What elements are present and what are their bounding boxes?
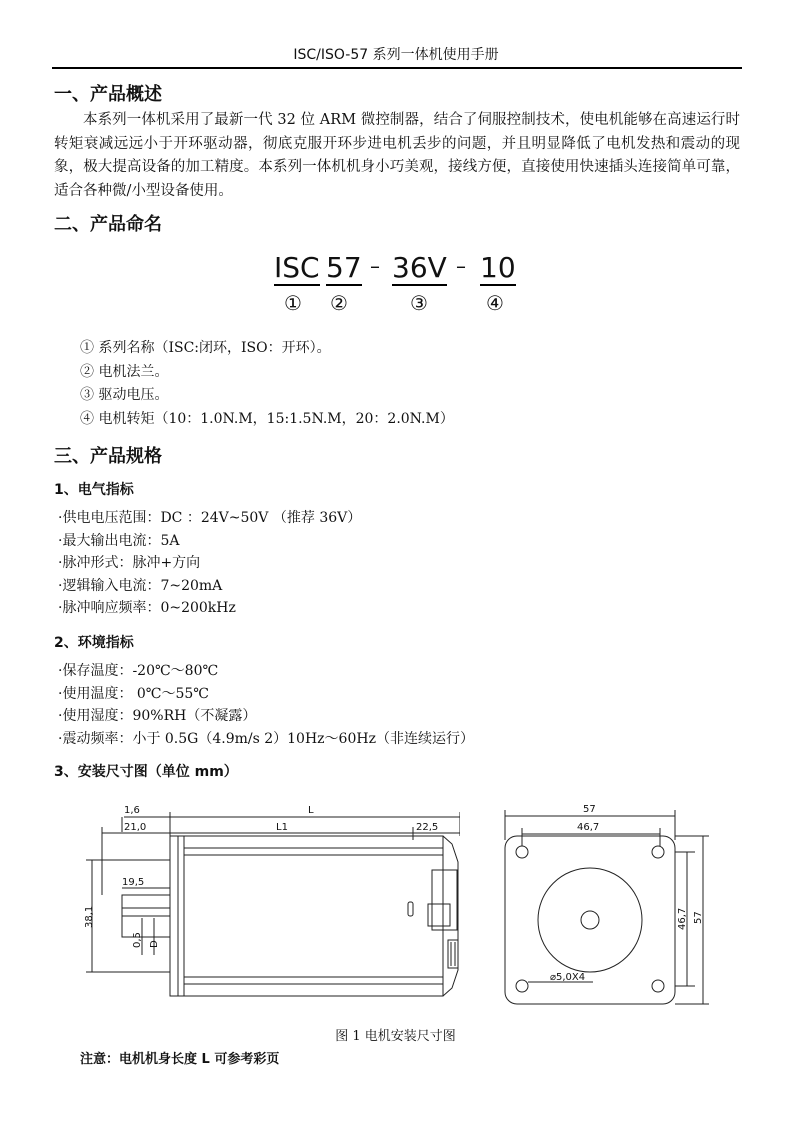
- motor-front-view-drawing: [495, 800, 725, 1015]
- spec-item: ·最大输出电流：5A: [58, 532, 180, 549]
- section-title-specs: 三、产品规格: [54, 446, 162, 467]
- spec-item: ·供电电压范围：DC ：24V~50V （推荐 36V）: [58, 510, 362, 526]
- spec-item: ·逻辑输入电流：7~20mA: [58, 577, 223, 594]
- dim-label: 19,5: [122, 877, 145, 888]
- dim-label: 1,6: [124, 805, 140, 816]
- subsection-title-electrical: 1、电气指标: [54, 482, 134, 498]
- dim-label: 46,7: [577, 822, 600, 833]
- marker-2: ②: [330, 291, 348, 315]
- model-part-series: ISC: [274, 251, 320, 284]
- dim-label: 0,5: [132, 932, 143, 948]
- spec-item: ·脉冲形式：脉冲+方向: [58, 555, 201, 572]
- header-rule: [52, 67, 742, 69]
- figure-caption: 图 1 电机安装尺寸图: [335, 1029, 456, 1044]
- spec-item: ·使用湿度：90%RH（不凝露）: [58, 708, 257, 725]
- dim-label: 57: [693, 911, 704, 924]
- spec-item: ·脉冲响应频率：0~200kHz: [58, 600, 236, 617]
- model-separator: –: [456, 254, 466, 278]
- naming-item: ② 电机法兰。: [80, 363, 169, 380]
- model-part-torque: 10: [480, 251, 516, 284]
- dim-label: 38,1: [84, 905, 95, 928]
- naming-item: ④ 电机转矩（10：1.0N.M，15:1.5N.M，20：2.0N.M）: [80, 410, 454, 427]
- dim-label: L: [308, 805, 314, 816]
- dim-label: 46,7: [677, 907, 688, 930]
- environment-spec-list: [58, 660, 474, 750]
- marker-3: ③: [410, 291, 428, 315]
- dim-label: L1: [276, 822, 288, 833]
- subsection-title-dimensions: 3、安装尺寸图（单位 mm）: [54, 764, 238, 780]
- section-title-overview: 一、产品概述: [54, 84, 162, 105]
- electrical-spec-list: [58, 507, 361, 620]
- model-part-voltage: 36V: [392, 251, 447, 284]
- note-text: 注意：电机机身长度 L 可参考彩页: [80, 1052, 280, 1067]
- dim-label: ⌀5,0X4: [550, 972, 586, 983]
- naming-legend: [80, 337, 454, 431]
- model-separator: –: [370, 254, 380, 278]
- section-title-naming: 二、产品命名: [54, 214, 162, 235]
- marker-1: ①: [284, 291, 302, 315]
- dim-label: D: [149, 940, 160, 948]
- spec-item: ·保存温度：-20℃～80℃: [58, 663, 219, 679]
- subsection-title-environment: 2、环境指标: [54, 635, 134, 651]
- naming-item: ③ 驱动电压。: [80, 387, 169, 403]
- overview-paragraph: 本系列一体机采用了最新一代 32 位 ARM 微控制器，结合了伺服控制技术，使电机能够在高速运行时转矩衰减远远小于开环驱动器，彻底克服开环步进电机丢步的问题，并且明显降低了电机发热和震动的现象，极大提高设备的加工精度。本系列一体机机身小巧美观，接线方便，直接使用快速插头连接简单可靠，适合各种微/小型设备使用。: [54, 112, 740, 199]
- motor-side-view-drawing: [80, 800, 460, 1015]
- dim-label: 21,0: [124, 822, 147, 833]
- spec-item: ·使用温度： 0℃～55℃: [58, 685, 209, 702]
- dim-label: 22,5: [416, 822, 439, 833]
- model-part-flange: 57: [326, 251, 362, 284]
- marker-4: ④: [486, 291, 504, 315]
- dim-label: 57: [583, 804, 596, 815]
- page-header: ISC/ISO-57 系列一体机使用手册: [293, 47, 499, 63]
- spec-item: ·震动频率：小于 0.5G（4.9m/s 2）10Hz～60Hz（非连续运行）: [58, 730, 474, 747]
- naming-item: ① 系列名称（ISC:闭环，ISO：开环）。: [80, 340, 331, 356]
